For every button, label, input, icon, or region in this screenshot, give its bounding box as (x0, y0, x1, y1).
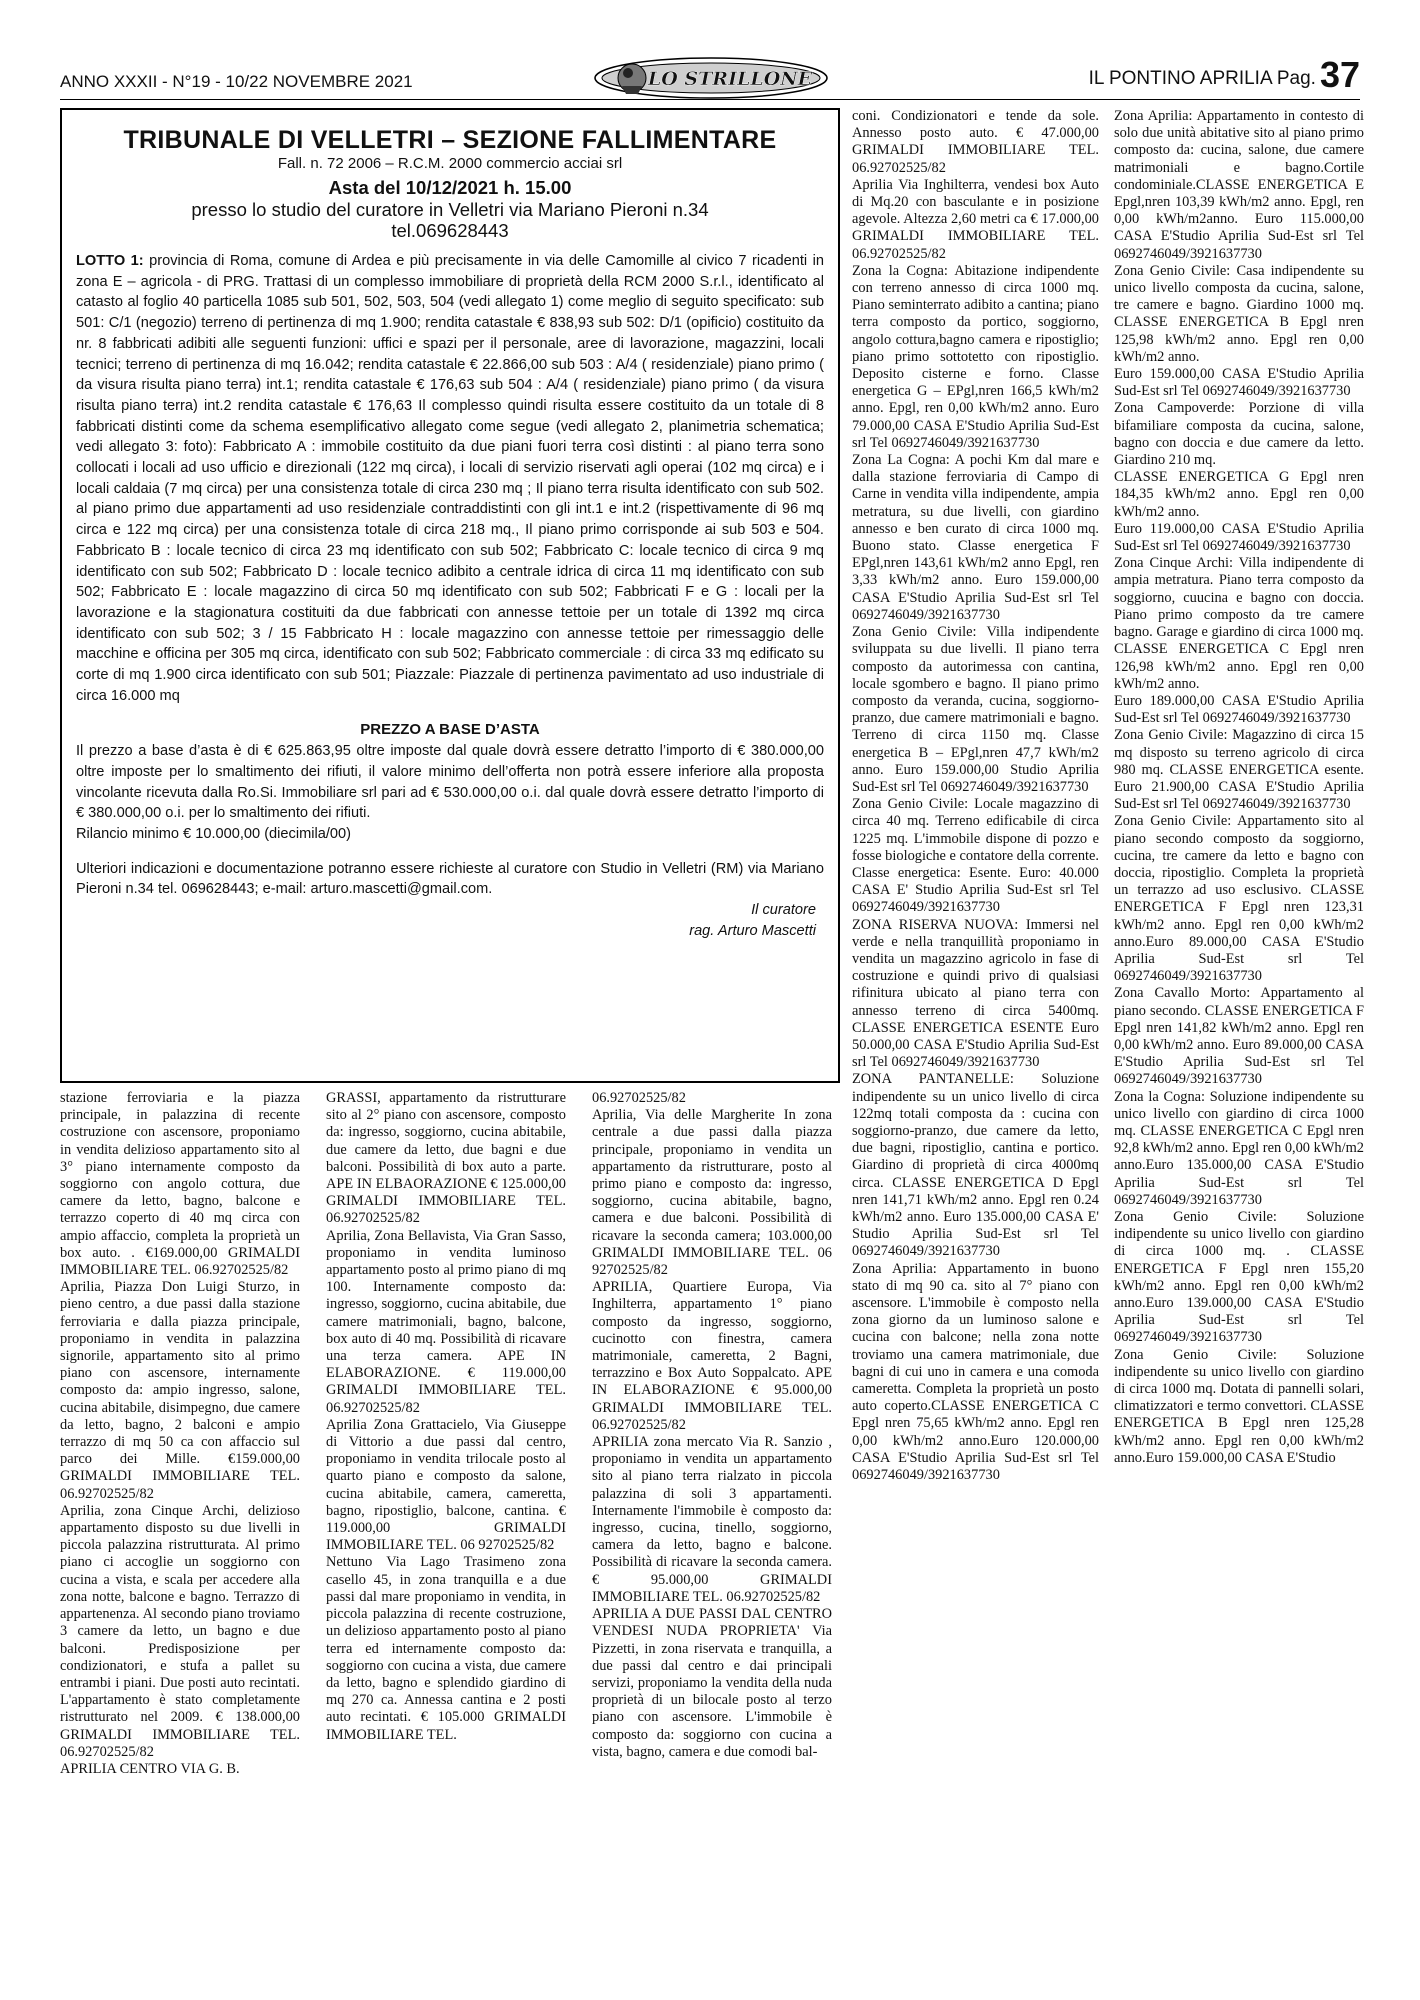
signature-role: Il curatore (751, 902, 816, 919)
price-heading: PREZZO A BASE D’ASTA (360, 721, 540, 739)
auction-date: Asta del 10/12/2021 h. 15.00 (328, 177, 572, 198)
classified-column-4: coni. Condizionatori e tende da sole. Annesso posto auto. € 47.000,00 GRIMALDI IMMOBILIARE TEL. 06.92702525/82 Aprilia Via Inghilterra, vendesi box Auto di Mq.20 con basculante e in posizione agevole. Altezza 2,60 metri ca € 17.000,00 GRIMALDI IMMOBILIARE TEL. 06.92702525/82 Zona la Cogna: Abitazione indipendente con terreno annesso di circa 1000 mq. Piano seminterrato adibito a cantina; piano terra composto da portico, soggiorno, angolo cottura,bagno camera e ripostiglio; piano primo sottotetto con ripostiglio. Deposito cisterne e forno. Classe energetica G – EPgl,nren 166,5 kWh/m2 anno. Epgl, ren 0,00 kWh/m2 anno. Euro 79.000,00 CASA E'Studio Aprilia Sud-Est srl Tel 0692746049/3921637730 Zona La Cogna: A pochi Km dal mare e dalla stazione ferroviaria di Campo di Carne in vendita villa indipendente, ampia metratura, su due livelli, con giardino annesso e ben curato di circa 1000 mq. Buono stato. Classe energetica F EPgl,nren 143,61 kWh/m2 anno Epgl, ren 3,33 kWh/m2 anno. Euro 159.000,00 CASA E'Studio Aprilia Sud-Est srl Tel 0692746049/3921637730 Zona Genio Civile: Villa indipendente sviluppata su due livelli. Il piano terra composto da autorimessa con cantina, locale sgombero e bagno. Il piano primo composto da veranda, cucina, soggiorno-pranzo, due camere matrimoniali e bagno. Terreno di circa 1150 mq. Classe energetica B – EPgl,nren 47,7 kWh/m2 anno. Euro 159.000,00 Studio Aprilia Sud-Est srl Tel 0692746049/3921637730 Zona Genio Civile: Locale magazzino di circa 40 mq. Terreno edificabile di circa 1225 mq. L'immobile dispone di pozzo e fosse biologiche e contatore della corrente. Classe energetica: Esente. Euro: 40.000 CASA E' Studio Aprilia Sud-Est srl Tel 0692746049/3921637730 ZONA RISERVA NUOVA: Immersi nel verde e nella tranquillità proponiamo in vendita un magazzino agricolo in fase di costruzione e quindi privo di qualsiasi rifinitura ubicato al piano terra con annesso terreno di circa 5400mq. CLASSE ENERGETICA ESENTE Euro 50.000,00 CASA E'Studio Aprilia Sud-Est srl Tel 0692746049/3921637730 ZONA PANTANELLE: Soluzione indipendente su un unico livello di circa 122mq totali composta da : cucina con soggiorno-pranzo, due camere da letto, due bagni, ripostiglio, cantina e portico. Giardino di proprietà di circa 4000mq circa. CLASSE ENERGETICA D Epgl nren 141,71 kWh/m2 anno. Epgl ren 0.24 kWh/m2 anno. Euro 135.000,00 CASA E' Studio Aprilia Sud-Est srl Tel 0692746049/3921637730 Zona Aprilia: Appartamento in buono stato di mq 90 ca. sito al 7° piano con ascensore. L'immobile è composto nella zona giorno da un luminoso salone e cucina con balcone; nella zona notte troviamo una camera matrimoniale, due bagni di cui uno in camera e una comoda cameretta. Completa la proprietà un posto auto coperto.CLASSE ENERGETICA C Epgl nren 75,65 kWh/m2 anno. Epgl ren 0,00 kWh/m2 anno.Euro 120.000,00 CASA E'Studio Aprilia Sud-Est srl Tel 0692746049/3921637730 (852, 108, 1099, 1484)
auction-notice (60, 108, 840, 1083)
lot-label: LOTTO 1: (76, 253, 144, 269)
page-number: 37 (1319, 54, 1360, 95)
logo-text: LO STRILLONE (647, 68, 813, 90)
auction-location: presso lo studio del curatore in Velletri via Mariano Pieroni n.34 (191, 199, 709, 220)
signature-name: rag. Arturo Mascetti (689, 922, 816, 939)
classified-column-3: 06.92702525/82 Aprilia, Via delle Margherite In zona centrale a due passi dalla piazza principale, proponiamo in vendita un appartamento da ristrutturare, posto al primo piano e composto da: ingresso, soggiorno, cucina abitabile, bagno, camera e due balconi. Possibilità di ricavare la seconda camera; 103.000,00 GRIMALDI IMMOBILIARE TEL. 06 92702525/82 APRILIA, Quartiere Europa, Via Inghilterra, appartamento 1° piano composto da ingresso, soggiorno, cucinotto con finestra, camera matrimoniale, cameretta, 2 Bagni, terrazzino e Box Auto Soppalcato. APE IN ELABORAZIONE € 95.000,00 GRIMALDI IMMOBILIARE TEL. 06.92702525/82 APRILIA zona mercato Via R. Sanzio , proponiamo in vendita un appartamento sito al piano terra rialzato in piccola palazzina di soli 3 appartamenti. Internamente l'immobile è composto da: ingresso, cucina, tinello, soggiorno, camera da letto, bagno e balcone. Possibilità di ricavare la seconda camera. € 95.000,00 GRIMALDI IMMOBILIARE TEL. 06.92702525/82 APRILIA A DUE PASSI DAL CENTRO VENDESI NUDA PROPRIETA' Via Pizzetti, in zona riservata e tranquilla, a due passi dal centro e dai principali servizi, proponiamo la vendita della nuda proprietà di un bilocale posto al terzo piano con ascensore. L'immobile è composto da: soggiorno con cucina a vista, bagno, camera e due comodi bal- (592, 1090, 832, 1760)
masthead-logo (592, 56, 830, 100)
classified-column-5: Zona Aprilia: Appartamento in contesto di solo due unità abitative sito al piano primo composto da: cucina, salone, due camere matrimoniali e bagno.Cortile condominiale.CLASSE ENERGETICA E Epgl,nren 103,39 kWh/m2 anno. Epgl, ren 0,00 kWh/m2anno. Euro 115.000,00 CASA E'Studio Aprilia Sud-Est srl Tel 0692746049/3921637730 Zona Genio Civile: Casa indipendente su unico livello composta da cucina, salone, tre camere e bagno. Giardino 1000 mq. CLASSE ENERGETICA B Epgl nren 125,98 kWh/m2 anno. Epgl ren 0,00 kWh/m2 anno. Euro 159.000,00 CASA E'Studio Aprilia Sud-Est srl Tel 0692746049/3921637730 Zona Campoverde: Porzione di villa bifamiliare composta da cucina, salone, bagno con doccia e due camere da letto. Giardino 210 mq. CLASSE ENERGETICA G Epgl nren 184,35 kWh/m2 anno. Epgl ren 0,00 kWh/m2 anno. Euro 119.000,00 CASA E'Studio Aprilia Sud-Est srl Tel 0692746049/3921637730 Zona Cinque Archi: Villa indipendente di ampia metratura. Piano terra composto da soggiorno, cuucina e bagno con doccia. Piano primo composto da tre camere bagno. Garage e giardino di circa 1000 mq. CLASSE ENERGETICA C Epgl nren 126,98 kWh/m2 anno. Epgl ren 0,00 kWh/m2 anno. Euro 189.000,00 CASA E'Studio Aprilia Sud-Est srl Tel 0692746049/3921637730 Zona Genio Civile: Magazzino di circa 15 mq disposto su terreno agricolo di circa 980 mq. CLASSE ENERGETICA esente. Euro 21.900,00 CASA E'Studio Aprilia Sud-Est srl Tel 0692746049/3921637730 Zona Genio Civile: Appartamento sito al piano secondo composto da soggiorno, cucina, tre camere da letto e bagno con doccia, ripostiglio. Completa la proprietà un terrazzo ad uso esclusivo. CLASSE ENERGETICA F Epgl nren 123,31 kWh/m2 anno. Epgl ren 0,00 kWh/m2 anno.Euro 89.000,00 CASA E'Studio Aprilia Sud-Est srl Tel 0692746049/3921637730 Zona Cavallo Morto: Appartamento al piano secondo. CLASSE ENERGETICA F Epgl nren 141,82 kWh/m2 anno. Epgl ren 0,00 kWh/m2 anno. Euro 89.000,00 CASA E'Studio Aprilia Sud-Est srl Tel 0692746049/3921637730 Zona la Cogna: Soluzione indipendente su unico livello con giardino di circa 1000 mq. CLASSE ENERGETICA C Epgl nren 92,8 kWh/m2 anno. Epgl ren 0,00 kWh/m2 anno.Euro 135.000,00 CASA E'Studio Aprilia Sud-Est srl Tel 0692746049/3921637730 Zona Genio Civile: Soluzione indipendente su unico livello con giardino di circa 1000 mq. . CLASSE ENERGETICA F Epgl nren 155,20 kWh/m2 anno. Epgl ren 0,00 kWh/m2 anno.Euro 139.000,00 CASA E'Studio Aprilia Sud-Est srl Tel 0692746049/3921637730 Zona Genio Civile: Soluzione indipendente su unico livello con giardino di circa 1000 mq. Dotata di pannelli solari, climatizzatori e termo convettori. CLASSE ENERGETICA B Epgl nren 125,28 kWh/m2 anno. Epgl ren 0,00 kWh/m2 anno.Euro 159.000,00 CASA E'Studio (1114, 108, 1364, 1466)
classified-column-1: stazione ferroviaria e la piazza principale, in palazzina di recente costruzione con ascensore, proponiamo in vendita delizioso appartamento sito al 3° piano internamente composto da soggiorno con angolo cottura, due camere da letto, bagno, balcone e terrazzo coperto di 40 mq circa con ampio affaccio, completa la proprietà un box auto. . €169.000,00 GRIMALDI IMMOBILIARE TEL. 06.92702525/82 Aprilia, Piazza Don Luigi Sturzo, in pieno centro, a due passi dalla stazione ferroviaria e dalla piazza principale, proponiamo in vendita in palazzina signorile, appartamento sito al primo piano con ascensore, internamente composto da: ampio ingresso, salone, cucina abitabile, disimpegno, due camere da letto, bagno, 2 balconi e ampio terrazzo di mq 50 ca con affaccio sul parco dei Mille. €159.000,00 GRIMALDI IMMOBILIARE TEL. 06.92702525/82 Aprilia, zona Cinque Archi, delizioso appartamento disposto su due livelli in piccola palazzina ristrutturata. Al primo piano ci accoglie un soggiorno con cucina a vista, e scala per accedere alla zona notte, balcone e bagno. Terrazzo di appartenenza. Al secondo piano troviamo 3 camere da letto, un bagno e due balconi. Predisposizione per condizionatori, e stufa a pallet su entrambi i piani. Due posti auto recintati. L'appartamento è stato completamente ristrutturato nel 2009. € 138.000,00 GRIMALDI IMMOBILIARE TEL. 06.92702525/82 APRILIA CENTRO VIA G. B. (60, 1090, 300, 1777)
price-text: Il prezzo a base d’asta è di € 625.863,95 oltre imposte dal quale dovrà essere detratto l’importo di € 380.000,00 oltre imposte per lo smaltimento dei rifiuti, il valore minimo dell’offerta non potrà essere inferiore alla proposta vincolante ricevuta dalla Ro.Si. Immobiliare srl pari ad € 530.000,00 o.i. dal quale dovrà essere detratto l’importo di € 380.000,00 o.i. per lo smaltimento dei rifiuti. (76, 743, 824, 822)
auction-phone: tel.069628443 (391, 220, 509, 241)
lot-description (76, 251, 824, 706)
auction-title: TRIBUNALE DI VELLETRI – SEZIONE FALLIMENTARE (123, 126, 777, 154)
minimum-raise: Rilancio minimo € 10.000,00 (diecimila/00) (76, 825, 351, 842)
lot-text: provincia di Roma, comune di Ardea e più precisamente in via delle Camomille al civico 7 ricadenti in zona E – agricola - di PRG. Trattasi di un complesso immobiliare di proprietà della RCM 2000 S.r.l., identificato al catasto al foglio 40 particella 1085 sub 501, 502, 503, 504 (vedi allegato 1) come meglio di seguito specificato: sub 501: C/1 (negozio) terreno di pertinenza di mq 1.900; rendita catastale € 838,93 sub 502: D/1 (opificio) costituito da nr. 8 fabbricati adibiti alle seguenti funzioni: uffici e spazi per il personale, aree di lavorazione, magazzini, locali tecnici; terreno di pertinenza di mq 16.042; rendita catastale € 22.866,00 sub 503 : A/4 ( residenziale) piano primo ( da visura risulta piano terra) int.1; rendita catastale € 176,63 sub 504 : A/4 ( residenziale) piano primo ( da visura risulta piano terra) int.2 rendita catastale € 176,63 Il complesso quindi risulta essere costituito da un totale di 8 fabbricati distinti come da schema esemplificativo allegato come segue (vedi allegato 2, planimetria schematica; vedi allegato 3: foto): Fabbricato A : immobile costituito da due piani fuori terra così distinti : al piano terra sono collocati i locali ad uso ufficio e direzionali (122 mq circa), i locali di servizio riservati agli operai (102 mq circa) e i locali caldaia (7 mq circa) per una consistenza totale di circa 230 mq ; Il piano terra risulta identificato con sub 502. al piano primo due appartamenti ad uso residenziale contraddistinti con gli int.1 e int.2 (rispettivamente di 96 mq circa e 122 mq circa) per una consistenza totale di circa 218 mq., Il piano primo corrisponde ai sub 503 e 504. Fabbricato B : locale tecnico di circa 23 mq identificato con sub 502; Fabbricato C: locale tecnico di circa 9 mq identificato con sub 502; Fabbricato D : locale tecnico adibito a centrale idrica di circa 11 mq identificato con sub 502; Fabbricato E : locale magazzino di circa 50 mq identificato con sub 502; Fabbricati F e G : locali per la lavorazione e la stagionatura costituiti da due fabbricati con annesse tettoie per un totale di 1392 mq circa identificato con sub 502; 3 / 15 Fabbricato H : locale magazzino con annesse tettoie per rimessaggio delle macchine e officina per 305 mq circa, identificato con sub 502; Fabbricato commerciale : di circa 33 mq edificato su corte di mq 1.900 circa identificato con sub 501; Piazzale: Piazzale di pertinenza pavimentato ad uso industriale di circa 16.000 mq (76, 253, 825, 704)
further-info: Ulteriori indicazioni e documentazione potranno essere richieste al curatore con Studio in Velletri (RM) via Mariano Pieroni n.34 tel. 069628443; e-mail: arturo.mascetti@gmail.com. (76, 860, 824, 898)
classified-column-2: GRASSI, appartamento da ristrutturare sito al 2° piano con ascensore, composto da: ingresso, soggiorno, cucina abitabile, due camere da letto, due bagni e due balconi. Possibilità di box auto a parte. APE IN ELBAORAZIONE € 125.000,00 GRIMALDI IMMOBILIARE TEL. 06.92702525/82 Aprilia, Zona Bellavista, Via Gran Sasso, proponiamo in vendita luminoso appartamento posto al primo piano di mq 100. Internamente composto da: ingresso, soggiorno, cucina abitabile, due camere matrimoniali, bagno, balcone, box auto di 40 mq. Possibilità di ricavare una terza camera. APE IN ELABORAZIONE. € 119.000,00 GRIMALDI IMMOBILIARE TEL. 06.92702525/82 Aprilia Zona Grattacielo, Via Giuseppe di Vittorio a due passi dal centro, proponiamo in vendita trilocale posto al quarto piano e composto da salone, cucina abitabile, camera, cameretta, bagno, ripostiglio, balcone, cantina. € 119.000,00 GRIMALDI IMMOBILIARE TEL. 06 92702525/82 Nettuno Via Lago Trasimeno zona casello 45, in zona tranquilla e a due passi dal mare proponiamo in vendita, in piccola palazzina di recente costruzione, un delizioso appartamento posto al piano terra ed internamente composto da: soggiorno con cucina a vista, due camere da letto, bagno e splendido giardino di mq 270 ca. Annessa cantina e 2 posti auto recintati. € 105.000 GRIMALDI IMMOBILIARE TEL. (326, 1090, 566, 1743)
publication-title: IL PONTINO APRILIA Pag. (1088, 68, 1316, 89)
publication-name (1089, 54, 1360, 96)
auction-subtitle: Fall. n. 72 2006 – R.C.M. 2000 commercio acciai srl (277, 155, 623, 172)
issue-info: ANNO XXXII - N°19 - 10/22 NOVEMBRE 2021 (60, 72, 413, 91)
